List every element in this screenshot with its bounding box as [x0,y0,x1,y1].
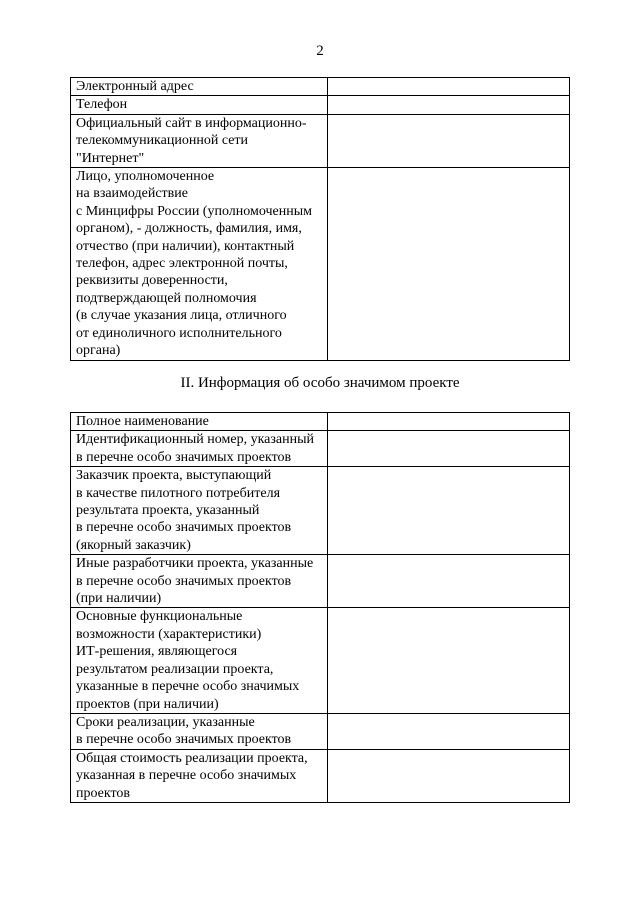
organization-info-table [70,77,570,361]
row-label: Лицо, уполномоченное на взаимодействие с Минцифры России (уполномоченным органом), - должность, фамилия, имя, отчество (при наличии), контактный телефон, адрес электронной почты, реквизиты доверенности, подтверждающей полномочия (в случае указания лица, отличного от единоличного исполнительного органа) [71,168,328,360]
row-label: Электронный адрес [71,78,328,96]
table-row [71,413,570,431]
row-value[interactable] [328,413,570,431]
row-value[interactable] [328,749,570,802]
table-row [71,555,570,608]
page-number: 2 [316,43,324,59]
row-label: Сроки реализации, указанные в перечне особо значимых проектов [71,713,328,749]
table-row [71,96,570,114]
table-row [71,713,570,749]
row-value[interactable] [328,713,570,749]
row-label: Общая стоимость реализации проекта, указанная в перечне особо значимых проектов [71,749,328,802]
row-value[interactable] [328,431,570,467]
row-value[interactable] [328,467,570,555]
table-row [71,168,570,360]
table-row [71,608,570,713]
table-row [71,431,570,467]
row-value[interactable] [328,555,570,608]
row-label: Официальный сайт в информационно- телекоммуникационной сети "Интернет" [71,114,328,167]
row-value[interactable] [328,78,570,96]
row-label: Заказчик проекта, выступающий в качестве пилотного потребителя результата проекта, указанный в перечне особо значимых проектов (якорный заказчик) [71,467,328,555]
row-label: Телефон [71,96,328,114]
row-value[interactable] [328,168,570,360]
row-value[interactable] [328,608,570,713]
row-value[interactable] [328,114,570,167]
section-title: II. Информация об особо значимом проекте [180,375,460,391]
row-label: Идентификационный номер, указанный в перечне особо значимых проектов [71,431,328,467]
project-info-table [70,412,570,803]
row-label: Полное наименование [71,413,328,431]
row-label: Основные функциональные возможности (характеристики) ИТ-решения, являющегося результатом реализации проекта, указанные в перечне особо значимых проектов (при наличии) [71,608,328,713]
table-row [71,78,570,96]
table-row [71,749,570,802]
table-row [71,114,570,167]
row-value[interactable] [328,96,570,114]
row-label: Иные разработчики проекта, указанные в перечне особо значимых проектов (при наличии) [71,555,328,608]
table-row [71,467,570,555]
